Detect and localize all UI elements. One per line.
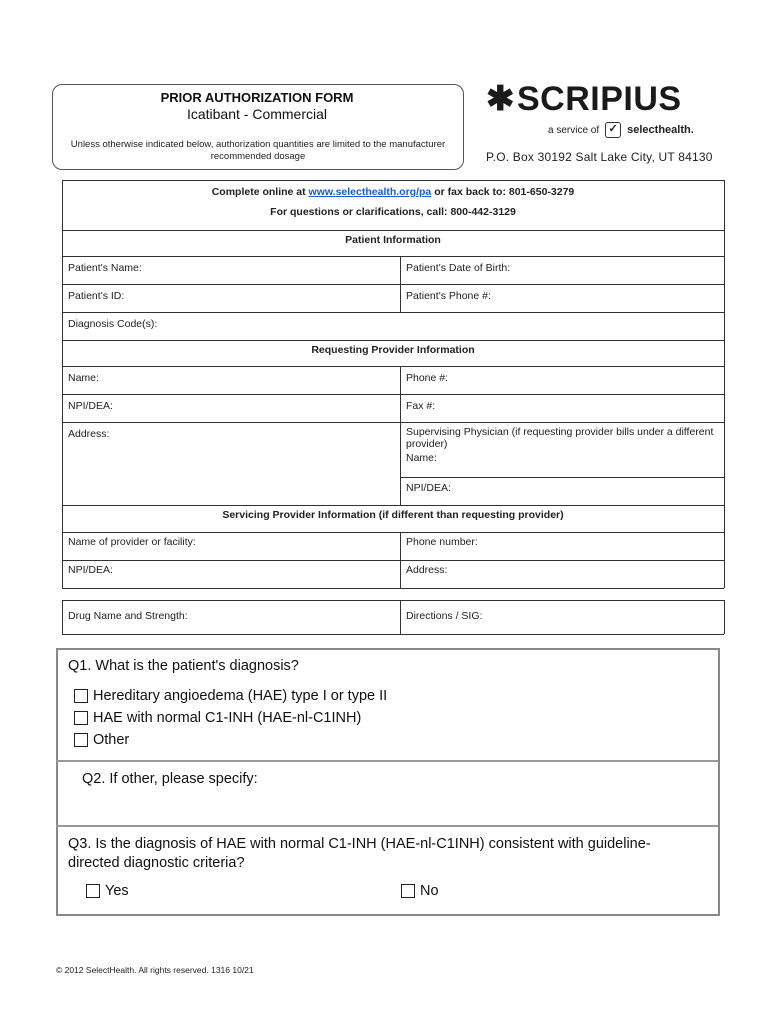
patient-section-header: Patient Information xyxy=(345,234,441,246)
table-border xyxy=(400,532,401,588)
table-border xyxy=(62,180,724,181)
table-border xyxy=(400,477,724,478)
table-border xyxy=(62,256,724,257)
requesting-address-field[interactable]: Address: xyxy=(68,428,110,440)
asterisk-icon: ✱ xyxy=(486,80,515,118)
supervising-npi-field[interactable]: NPI/DEA: xyxy=(406,482,451,494)
patient-phone-field[interactable]: Patient's Phone #: xyxy=(406,290,491,302)
q3-option-yes[interactable] xyxy=(86,883,129,899)
supervising-name-field[interactable]: Name: xyxy=(406,452,437,464)
table-border xyxy=(62,366,724,367)
form-subtitle: Icatibant - Commercial xyxy=(186,106,328,122)
table-border xyxy=(62,634,724,635)
copyright-footer: © 2012 SelectHealth. All rights reserved. 1316 10/21 xyxy=(56,965,254,975)
table-border xyxy=(62,284,724,285)
option-label: Yes xyxy=(105,883,129,899)
requesting-fax-field[interactable]: Fax #: xyxy=(406,400,436,412)
q2-answer-field[interactable] xyxy=(60,792,710,822)
requesting-name-field[interactable]: Name: xyxy=(68,372,99,384)
requesting-npi-field[interactable]: NPI/DEA: xyxy=(68,400,113,412)
table-border xyxy=(62,230,724,231)
checkbox[interactable] xyxy=(74,711,88,725)
supervising-physician-label: Supervising Physician (if requesting provider bills under a different provider) xyxy=(406,426,714,450)
table-border xyxy=(62,532,724,533)
question-divider xyxy=(56,825,718,827)
logo-text: SCRIPIUS xyxy=(517,80,682,118)
table-border xyxy=(400,256,401,312)
servicing-address-field[interactable]: Address: xyxy=(406,564,448,576)
q1-option-other[interactable] xyxy=(74,732,129,748)
table-border xyxy=(62,560,724,561)
question-divider xyxy=(56,760,718,762)
selecthealth-check-icon: ✓ xyxy=(605,122,621,138)
servicing-section-header: Servicing Provider Information (if different than requesting provider) xyxy=(222,509,564,521)
table-border xyxy=(62,588,724,589)
servicing-name-field[interactable]: Name of provider or facility: xyxy=(68,536,196,548)
table-border xyxy=(724,180,725,588)
table-border xyxy=(62,422,724,423)
directions-field[interactable]: Directions / SIG: xyxy=(406,610,483,622)
form-title: PRIOR AUTHORIZATION FORM xyxy=(160,90,354,105)
requesting-section-header: Requesting Provider Information xyxy=(311,344,475,356)
checkbox[interactable] xyxy=(74,689,88,703)
mailing-address: P.O. Box 30192 Salt Lake City, UT 84130 xyxy=(486,150,713,164)
table-border xyxy=(724,600,725,634)
option-label: No xyxy=(420,883,439,899)
option-label: Other xyxy=(93,732,130,748)
q1-option-hae[interactable] xyxy=(74,688,387,704)
questions-line: For questions or clarifications, call: 800-442-3129 xyxy=(270,206,516,218)
contact-line xyxy=(62,186,724,198)
diagnosis-code-field[interactable]: Diagnosis Code(s): xyxy=(68,318,158,330)
information-table xyxy=(62,180,724,634)
q1-option-hae-nl[interactable] xyxy=(74,710,361,726)
table-border xyxy=(62,600,724,601)
selecthealth-brand: selecthealth. xyxy=(627,124,694,136)
service-of-line xyxy=(548,122,694,138)
option-label: HAE with normal C1-INH (HAE-nl-C1INH) xyxy=(93,710,362,726)
option-label: Hereditary angioedema (HAE) type I or type II xyxy=(93,688,388,704)
table-border xyxy=(62,394,724,395)
table-border xyxy=(400,600,401,634)
contact-prefix: Complete online at xyxy=(211,186,309,198)
table-border xyxy=(62,505,724,506)
table-border xyxy=(62,340,724,341)
patient-name-field[interactable]: Patient's Name: xyxy=(68,262,142,274)
table-border xyxy=(62,600,63,634)
q3-option-no[interactable] xyxy=(401,883,439,899)
table-border xyxy=(62,312,724,313)
contact-suffix: or fax back to: 801-650-3279 xyxy=(431,186,575,198)
patient-dob-field[interactable]: Patient's Date of Birth: xyxy=(406,262,511,274)
question-3: Q3. Is the diagnosis of HAE with normal C1-INH (HAE-nl-C1INH) consistent with guideline-directed diagnostic criteria? xyxy=(68,836,651,871)
checkbox[interactable] xyxy=(86,884,100,898)
service-of-label: a service of xyxy=(548,124,600,136)
patient-id-field[interactable]: Patient's ID: xyxy=(68,290,125,302)
checkbox[interactable] xyxy=(74,733,88,747)
servicing-npi-field[interactable]: NPI/DEA: xyxy=(68,564,113,576)
form-note: Unless otherwise indicated below, authorization quantities are limited to the manufacturer recommended dosage xyxy=(70,139,446,162)
question-1: Q1. What is the patient's diagnosis? xyxy=(68,658,299,674)
servicing-phone-field[interactable]: Phone number: xyxy=(406,536,478,548)
question-2: Q2. If other, please specify: xyxy=(82,771,258,787)
table-border xyxy=(400,366,401,505)
scripius-logo xyxy=(486,80,682,118)
pa-website-link[interactable]: www.selecthealth.org/pa xyxy=(308,186,432,198)
drug-name-field[interactable]: Drug Name and Strength: xyxy=(68,610,188,622)
checkbox[interactable] xyxy=(401,884,415,898)
requesting-phone-field[interactable]: Phone #: xyxy=(406,372,449,384)
